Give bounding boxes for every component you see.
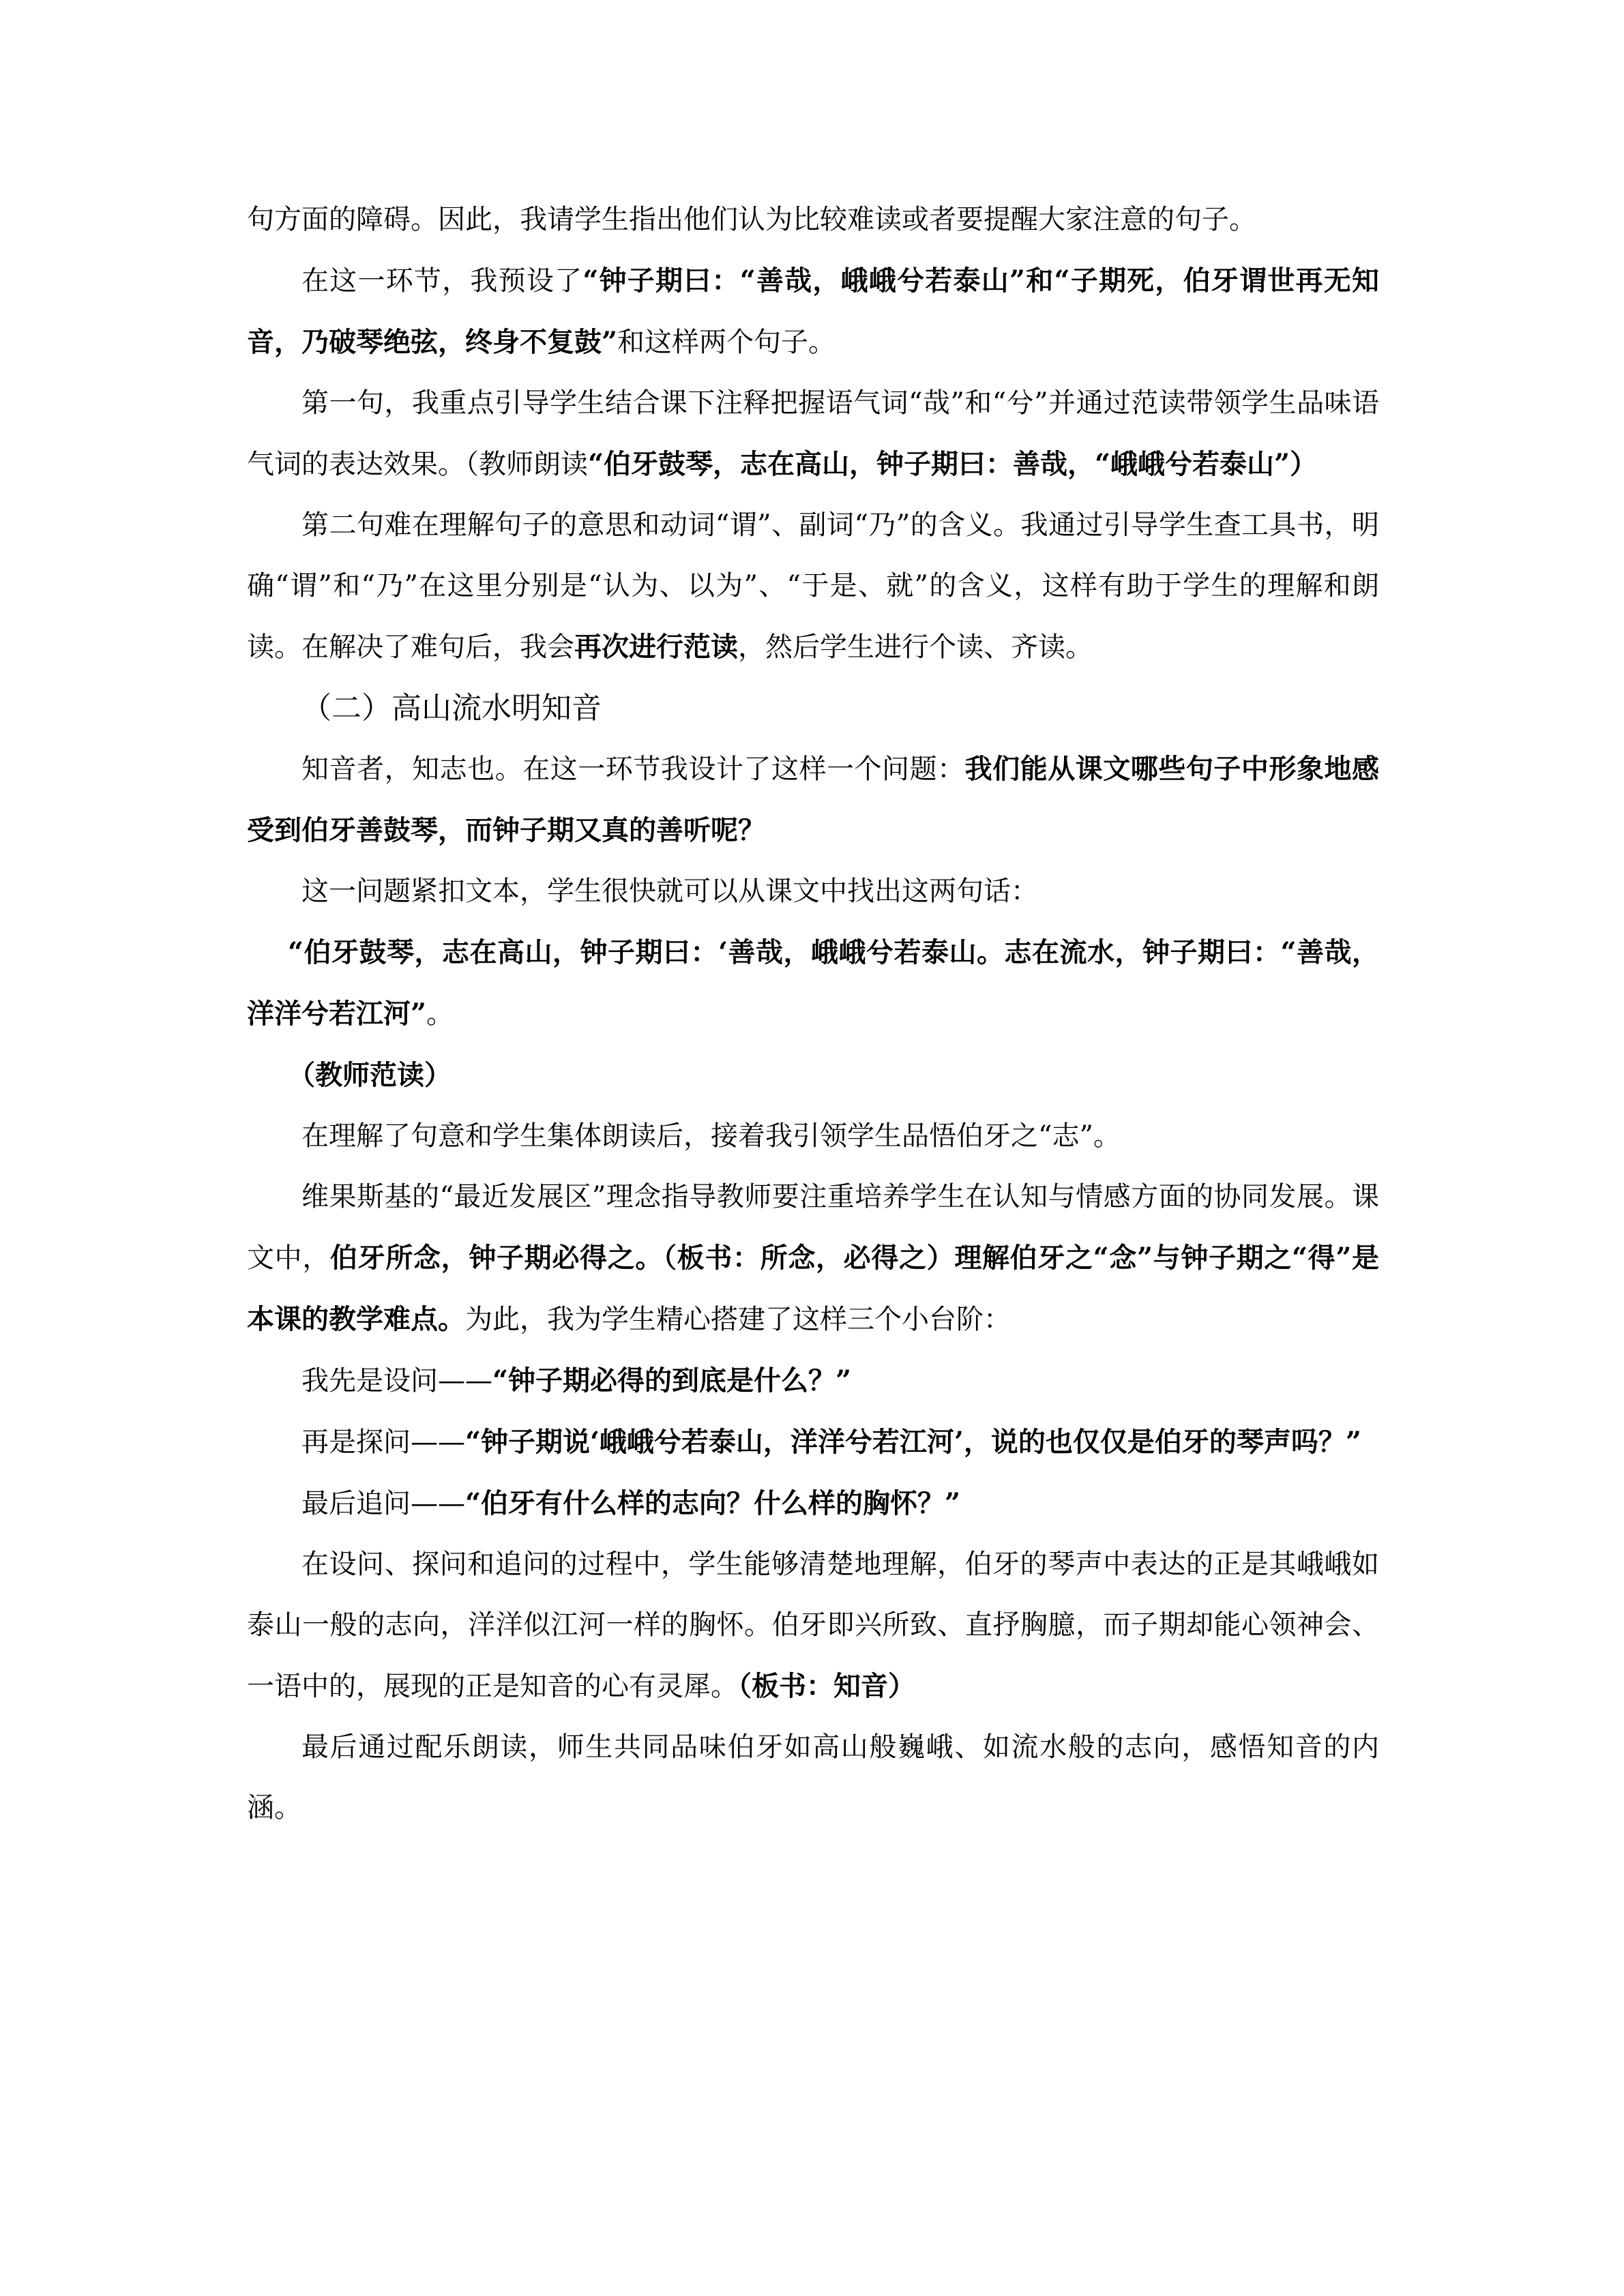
text-run: ，然后学生进行个读、齐读。 — [738, 631, 1093, 663]
paragraph-3 — [247, 495, 1379, 678]
bold-phrase: 伯牙所念，钟子期必得之。（板书：所念，必得之）理解伯牙之“念”与钟子期之“得”是本课的教学难点。 — [247, 1242, 1380, 1335]
text-run: 在理解了句意和学生集体朗读后，接着我引领学生品悟伯牙之“志”。 — [301, 1120, 1121, 1152]
paragraph-1 — [247, 250, 1379, 373]
text-run: 我先是设问—— — [301, 1365, 492, 1397]
text-run: 最后追问—— — [301, 1488, 465, 1519]
paragraph-14 — [247, 1717, 1379, 1838]
text-run: 再是探问—— — [301, 1427, 465, 1458]
text-run: 和这样两个句子。 — [617, 327, 836, 358]
text-run: 。 — [426, 998, 454, 1030]
text-run: 句方面的障碍。因此，我请学生指出他们认为比较难读或者要提醒大家注意的句子。 — [247, 204, 1256, 235]
paragraph-4 — [247, 739, 1379, 861]
paragraph-5 — [247, 861, 1379, 922]
bold-note: （教师范读） — [288, 1059, 452, 1091]
bold-quote: “伯牙鼓琴，志在高山，钟子期曰：‘善哉，峨峨兮若泰山。志在流水，钟子期曰：“善哉，洋洋兮若江河” — [247, 936, 1379, 1030]
text-run: 第一句，我重点引导学生结合课下注释把握语气词“哉”和“兮”并通过范读带领学生品味语气词的表达效果。（教师朗读 — [247, 387, 1379, 480]
text-run: 知音者，知志也。在这一环节我设计了这样一个问题： — [301, 754, 965, 785]
text-run: 这一问题紧扣文本，学生很快就可以从课文中找出这两句话： — [301, 876, 1038, 907]
paragraph-9 — [247, 1167, 1379, 1350]
text-run: 最后通过配乐朗读，师生共同品味伯牙如高山般巍峨、如流水般的志向，感悟知音的内涵。 — [247, 1731, 1379, 1823]
text-run: 为此，我为学生精心搭建了这样三个小台阶： — [465, 1304, 1011, 1335]
bold-phrase: 再次进行范读 — [574, 631, 738, 663]
text-run: 维果斯基的“最近发展区”理念指导教师要注重培养学生在认知与情感方面的协同发展。课文中， — [247, 1181, 1379, 1274]
paragraph-10 — [247, 1350, 1379, 1412]
section-heading: （二）高山流水明知音 — [301, 691, 602, 726]
document-body — [247, 190, 1379, 1838]
bold-question: “伯牙有什么样的志向？什么样的胸怀？” — [465, 1487, 961, 1519]
paragraph-12 — [247, 1473, 1379, 1534]
bold-quote: “钟子期曰：“善哉，峨峨兮若泰山”和“子期死，伯牙谓世再无知音，乃破琴绝弦，终身不复鼓” — [247, 265, 1380, 358]
paragraph-7 — [247, 1045, 1379, 1106]
paragraph-0 — [247, 190, 1379, 250]
text-run: 在设问、探问和追问的过程中，学生能够清楚地理解，伯牙的琴声中表达的正是其峨峨如泰山一般的志向，洋洋似江河一样的胸怀。伯牙即兴所致、直抒胸臆，而子期却能心领神会、一语中的，展现的正是知音的心有灵犀。 — [247, 1549, 1379, 1702]
paragraph-8 — [247, 1106, 1379, 1167]
paragraph-6 — [247, 922, 1379, 1045]
bold-quote: “伯牙鼓琴，志在高山，钟子期曰：善哉，“峨峨兮若泰山”） — [588, 448, 1318, 480]
paragraph-2 — [247, 373, 1379, 495]
paragraph-13 — [247, 1534, 1379, 1717]
bold-question: “钟子期说‘峨峨兮若泰山，洋洋兮若江河’，说的也仅仅是伯牙的琴声吗？” — [465, 1426, 1361, 1458]
text-run: 在这一环节，我预设了 — [301, 265, 583, 297]
text-run: 第二句难在理解句子的意思和动词“谓”、副词“乃”的含义。我通过引导学生查工具书，明确“谓”和“乃”在这里分别是“认为、以为”、“于是、就”的含义，这样有助于学生的理解和朗读。在解决了难句后，我会 — [247, 509, 1379, 663]
bold-question: “钟子期必得的到底是什么？” — [492, 1365, 852, 1397]
bold-note: （板书：知音） — [738, 1670, 915, 1702]
bold-question: 我们能从课文哪些句子中形象地感受到伯牙善鼓琴，而钟子期又真的善听呢？ — [247, 753, 1380, 846]
paragraph-11 — [247, 1412, 1379, 1473]
